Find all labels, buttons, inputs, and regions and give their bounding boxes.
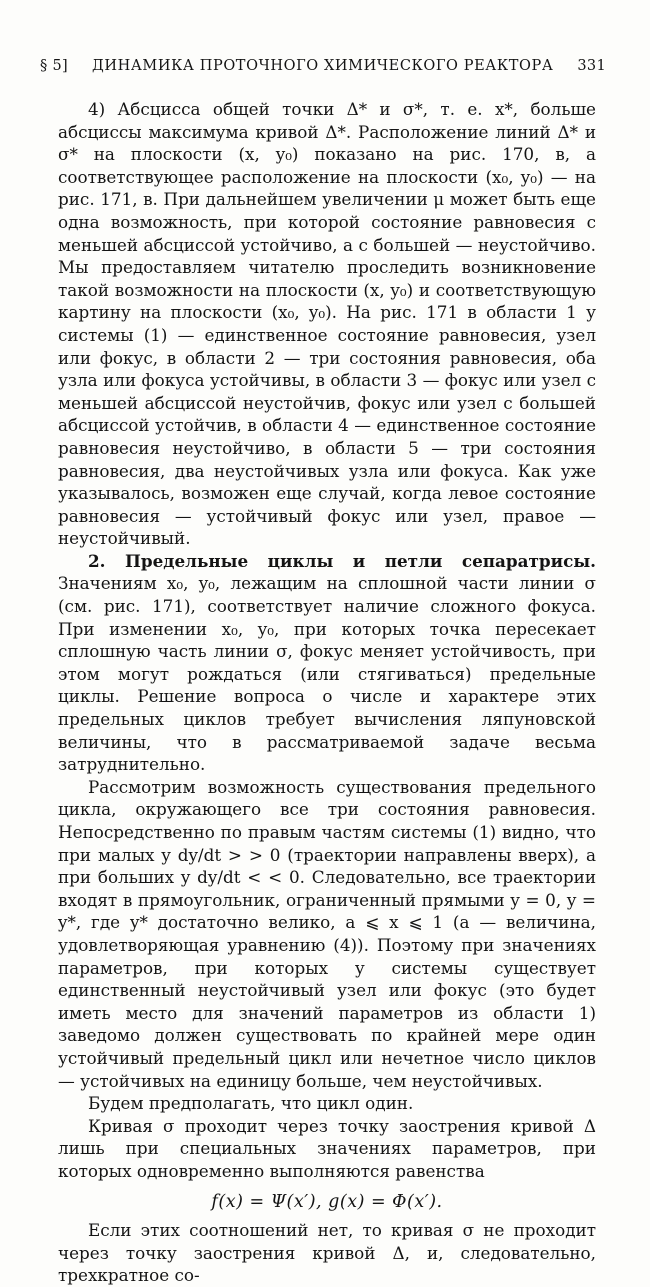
paragraph: 2. Предельные циклы и петли сепаратрисы. Значениям x₀, y₀, лежащим на сплошной части линии σ (см. рис. 171), соответствует наличие сложного фокуса. При изменении x₀, y₀, при которых точка пересекает сплошную часть линии σ, фокус меняет устойчивость, при этом могут рождаться (или стягиваться) предельные циклы. Решение вопроса о числе и характере этих предельных циклов требует вычисления ляпуновской величины, что в рассматриваемой задаче весьма затруднительно. — [58, 550, 596, 775]
section-heading: 2. Предельные циклы и петли сепаратрисы. — [88, 550, 596, 571]
paragraph: Если этих соотношений нет, то кривая σ не проходит через точку заострения кривой Δ, и, следовательно, трехкратное со- — [58, 1220, 596, 1286]
paragraph: Кривая σ проходит через точку заострения кривой Δ лишь при специальных значениях параметров, при которых одновременно выполняются равенства — [58, 1115, 596, 1181]
chapter-title: ДИНАМИКА ПРОТОЧНОГО ХИМИЧЕСКОГО РЕАКТОРА — [91, 58, 554, 74]
paragraph: 4) Абсцисса общей точки Δ* и σ*, т. е. x*, больше абсциссы максимума кривой Δ*. Расположение линий Δ* и σ* на плоскости (x, y₀) показано на рис. 170, в, а соответствующее расположение на плоскости (x₀, y₀) — на рис. 171, в. При дальнейшем увеличении μ может быть еще одна возможность, при которой состояние равновесия с меньшей абсциссой устойчиво, а с большей — неустойчиво. Мы предоставляем читателю проследить возникновение такой возможности на плоскости (x, y₀) и соответствующую картину на плоскости (x₀, y₀). На рис. 171 в области 1 у системы (1) — единственное состояние равновесия, узел или фокус, в области 2 — три состояния равновесия, оба узла или фокуса устойчивы, в области 3 — фокус или узел с меньшей абсциссой неустойчив, фокус или узел с большей абсциссой устойчив, в области 4 — единственное состояние равновесия неустойчиво, в области 5 — три состояния равновесия, два неустойчивых узла или фокуса. Как уже указывалось, возможен еще случай, когда левое состояние равновесия — устойчивый фокус или узел, правое — неустойчивый. — [58, 99, 596, 549]
paragraph: Рассмотрим возможность существования предельного цикла, окружающего все три состояния равновесия. Непосредственно по правым частям системы (1) видно, что при малых y dy/dt > > 0 (траектории направлены вверх), а при больших y dy/dt < < 0. Следовательно, все траектории входят в прямоугольник, ограниченный прямыми y = 0, y = y*, где y* достаточно велико, a ⩽ x ⩽ 1 (a — величина, удовлетворяющая уравнению (4)). Поэтому при значениях параметров, при которых у системы существует единственный неустойчивый узел или фокус (это будет иметь место для значений параметров из области 1) заведомо должен существовать по крайней мере один устойчивый предельный цикл или нечетное число циклов — устойчивых на единицу больше, чем неустойчивых. — [58, 776, 596, 1091]
paragraph: Будем предполагать, что цикл один. — [88, 1093, 414, 1114]
formula: f(x) = Ψ(x′), g(x) = Φ(x′). — [211, 1191, 443, 1212]
page-body — [58, 98, 596, 1287]
page-number: 331 — [577, 58, 606, 74]
section-number: § 5] — [40, 58, 68, 74]
running-header — [40, 58, 606, 74]
